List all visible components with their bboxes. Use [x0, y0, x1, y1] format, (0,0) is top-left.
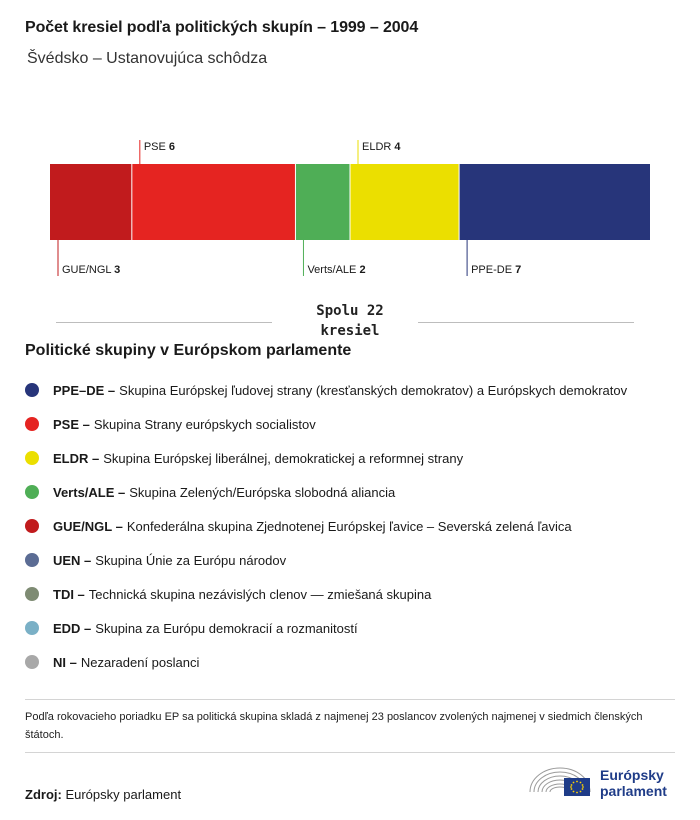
- legend-description: Skupina Európskej liberálnej, demokratickej a reformnej strany: [103, 450, 464, 466]
- legend-item: [25, 509, 627, 543]
- legend-title: Politické skupiny v Európskom parlamente: [25, 342, 352, 359]
- legend-description: Nezaradení poslanci: [80, 654, 200, 670]
- data-label: PSE 6: [143, 141, 176, 153]
- source: [25, 787, 181, 802]
- legend-abbr: GUE/NGL –: [53, 518, 123, 534]
- bar-segment-gue-ngl: [50, 164, 132, 240]
- data-label: ELDR 4: [362, 141, 401, 153]
- legend-abbr: PSE –: [53, 416, 90, 432]
- legend-abbr: UEN –: [53, 552, 92, 568]
- bar-segment-pse: [132, 164, 296, 240]
- legend-description: Skupina Zelených/Európska slobodná aliancia: [129, 484, 396, 500]
- total-label-line1: Spolu 22: [316, 303, 384, 319]
- legend-dot-icon: [25, 587, 39, 601]
- legend-dot-icon: [25, 417, 39, 431]
- bar-segment-eldr: [350, 164, 459, 240]
- chart-subtitle: Švédsko – Ustanovujúca schôdza: [27, 50, 268, 67]
- chart-title: Počet kresiel podľa politických skupín – 1999 – 2004: [25, 19, 419, 36]
- bar-segment-verts-ale: [295, 164, 350, 240]
- logo-line2: parlament: [600, 783, 667, 799]
- legend-dot-icon: [25, 519, 39, 533]
- legend-item: [25, 577, 627, 611]
- source-value: Európsky parlament: [65, 787, 182, 802]
- legend-description: Skupina Strany európskych socialistov: [93, 416, 316, 432]
- legend-description: Technická skupina nezávislých clenov — zmiešaná skupina: [88, 586, 432, 602]
- legend-abbr: TDI –: [53, 586, 85, 602]
- legend-item: [25, 475, 627, 509]
- divider-bottom: [25, 752, 675, 753]
- legend-abbr: PPE–DE –: [53, 382, 116, 398]
- legend-item: [25, 611, 627, 645]
- legend-item: [25, 441, 627, 475]
- legend-item: [25, 543, 627, 577]
- legend-dot-icon: [25, 383, 39, 397]
- bar-segment-ppe-de: [459, 164, 650, 240]
- legend: [25, 373, 627, 679]
- legend-abbr: EDD –: [53, 620, 92, 636]
- legend-dot-icon: [25, 485, 39, 499]
- divider-top: [25, 699, 675, 700]
- legend-abbr: ELDR –: [53, 450, 100, 466]
- total-label: [0, 301, 700, 341]
- legend-dot-icon: [25, 451, 39, 465]
- data-label: PPE-DE 7: [471, 264, 522, 276]
- total-label-line2: kresiel: [320, 323, 380, 339]
- legend-item: [25, 407, 627, 441]
- legend-dot-icon: [25, 553, 39, 567]
- legend-description: Konfederálna skupina Zjednotenej Európskej ľavice – Severská zelená ľavica: [126, 518, 572, 534]
- data-label: GUE/NGL 3: [62, 264, 121, 276]
- legend-dot-icon: [25, 621, 39, 635]
- logo-text: [600, 767, 667, 799]
- legend-description: Skupina za Európu demokracií a rozmanitostí: [95, 620, 358, 636]
- source-label: Zdroj:: [25, 787, 62, 802]
- legend-description: Skupina Európskej ľudovej strany (kresťanských demokratov) a Európskych demokratov: [119, 382, 628, 398]
- legend-item: [25, 645, 627, 679]
- footnote: Podľa rokovacieho poriadku EP sa politická skupina skladá z najmenej 23 poslancov zvolených najmenej v siedmich členských štátoch.: [25, 711, 643, 741]
- legend-item: [25, 373, 627, 407]
- legend-abbr: NI –: [53, 654, 77, 670]
- data-label: Verts/ALE 2: [307, 264, 366, 276]
- stacked-bar-chart: [0, 0, 700, 300]
- legend-dot-icon: [25, 655, 39, 669]
- logo-line1: Európsky: [600, 767, 664, 783]
- legend-abbr: Verts/ALE –: [53, 484, 126, 500]
- legend-description: Skupina Únie za Európu národov: [95, 552, 287, 568]
